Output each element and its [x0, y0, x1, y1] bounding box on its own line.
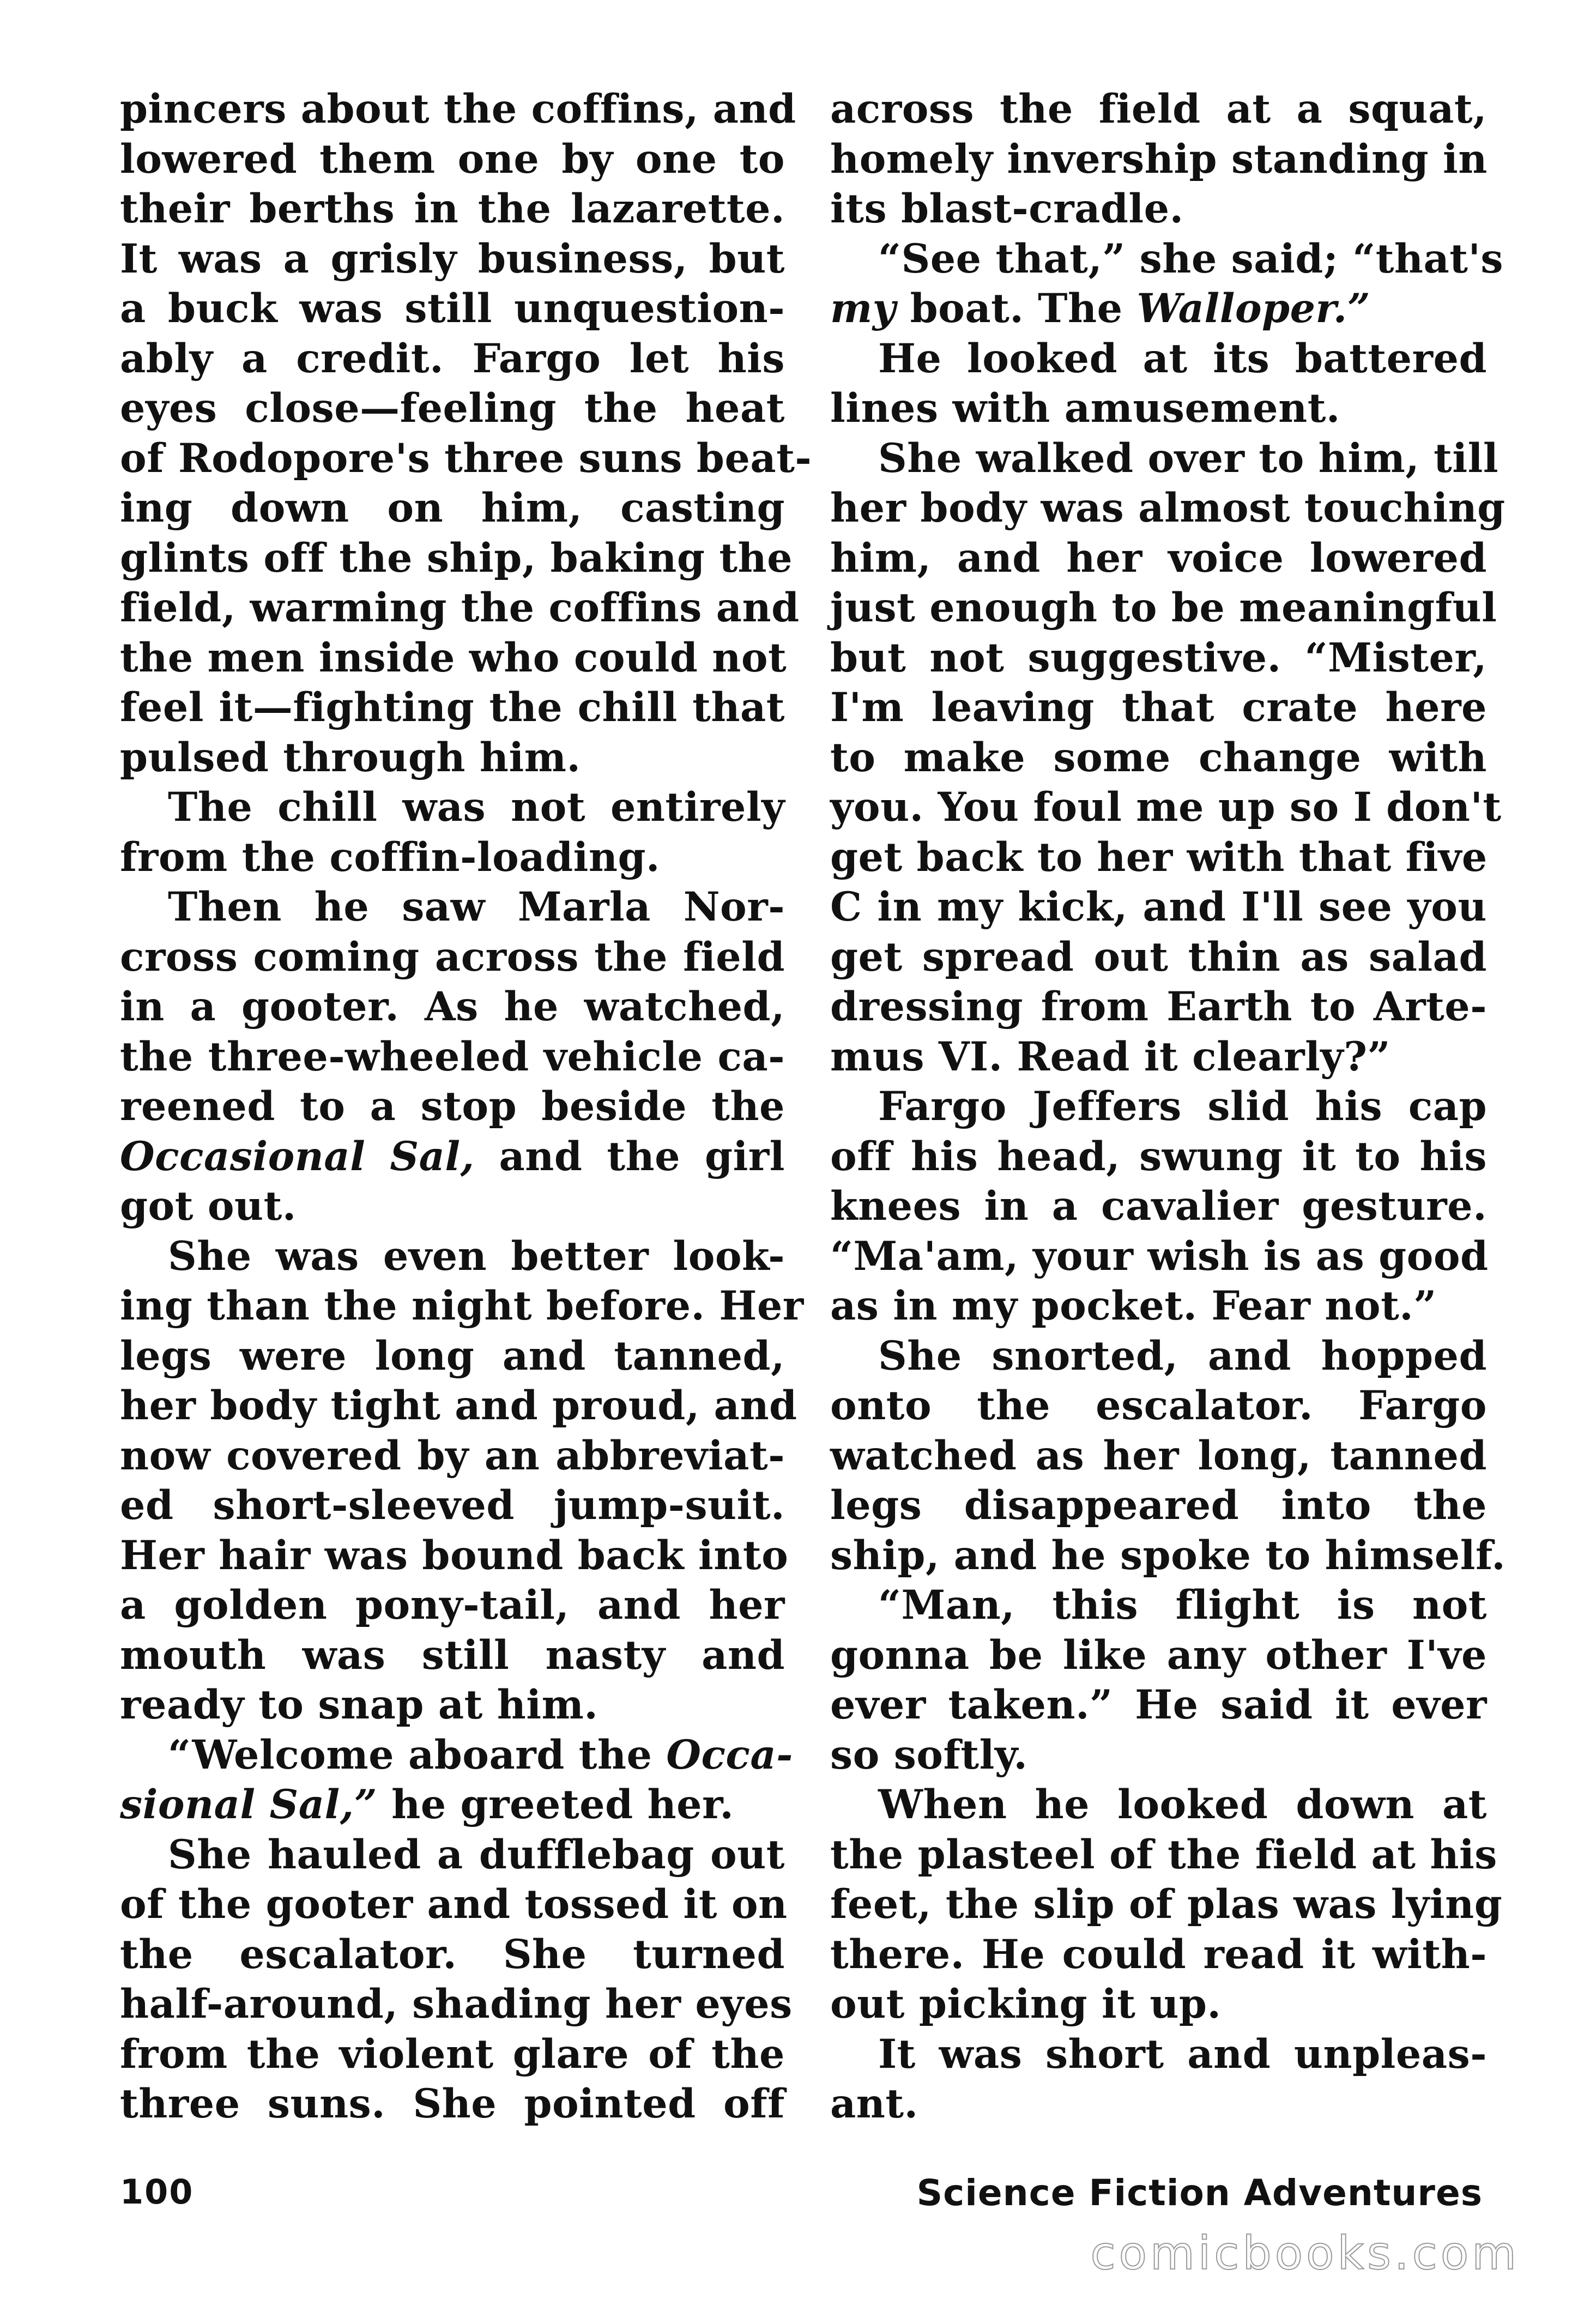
- text-line: from the violent glare of the: [120, 2030, 785, 2078]
- text-line: so softly.: [830, 1731, 1028, 1778]
- text-line: across the field at a squat,: [830, 86, 1487, 132]
- text-line: feel it—fighting the chill that: [120, 684, 785, 731]
- text-line: the escalator. She turned: [120, 1930, 785, 1978]
- text-line: you. You foul me up so I don't: [830, 784, 1502, 831]
- text-line: [120, 1780, 785, 1830]
- text-line: out picking it up.: [830, 1981, 1222, 2027]
- italic-text: sional Sal,”: [120, 1781, 378, 1828]
- text-line: pincers about the coffins, and: [120, 86, 796, 132]
- text-line: ing than the night before. Her: [120, 1282, 804, 1329]
- text-line: now covered by an abbreviat-: [120, 1432, 785, 1479]
- text-line: mus VI. Read it clearly?”: [830, 1033, 1391, 1080]
- text-line: field, warming the coffins and: [120, 584, 800, 631]
- text-line: in a gooter. As he watched,: [120, 983, 785, 1030]
- text-line: [120, 1730, 793, 1781]
- text-line: there. He could read it with-: [830, 1930, 1487, 1978]
- text-line: the men inside who could not: [120, 634, 787, 681]
- text-line: It was short and unpleas-: [878, 2030, 1487, 2078]
- text-line: Then he saw Marla Nor-: [168, 883, 785, 930]
- italic-text: my: [830, 285, 896, 332]
- text-line: glints off the ship, baking the: [120, 534, 793, 582]
- text-run: he greeted her.: [377, 1781, 734, 1828]
- text-line: a golden pony-tail, and her: [120, 1582, 785, 1629]
- text-line: knees in a cavalier gesture.: [830, 1183, 1487, 1230]
- text-line: cross coming across the field: [120, 933, 785, 980]
- text-run: and the girl: [474, 1133, 785, 1180]
- text-line: It was a grisly business, but: [120, 235, 785, 282]
- text-line: reened to a stop beside the: [120, 1083, 785, 1130]
- text-line: legs disappeared into the: [830, 1482, 1487, 1529]
- text-run: “Welcome aboard the: [168, 1731, 667, 1778]
- text-line: ing down on him, casting: [120, 485, 785, 531]
- text-line: She hauled a dufflebag out: [168, 1831, 785, 1878]
- running-title: Science Fiction Adventures: [916, 2172, 1483, 2214]
- text-line: “Man, this flight is not: [878, 1582, 1487, 1629]
- text-line: of the gooter and tossed it on: [120, 1881, 788, 1928]
- text-line: I'm leaving that crate here: [830, 684, 1487, 731]
- text-line: got out.: [120, 1183, 297, 1230]
- text-line: get back to her with that five: [830, 833, 1488, 881]
- text-line: lowered them one by one to: [120, 135, 785, 183]
- text-line: of Rodopore's three suns beat-: [120, 434, 812, 482]
- text-line: as in my pocket. Fear not.”: [830, 1282, 1437, 1329]
- text-line: watched as her long, tanned: [830, 1432, 1487, 1479]
- text-line: “See that,” she said; “that's: [878, 235, 1503, 282]
- text-line: Fargo Jeffers slid his cap: [878, 1083, 1487, 1130]
- italic-text: Occa-: [666, 1731, 793, 1778]
- text-line: She walked over to him, till: [878, 434, 1499, 482]
- text-line: When he looked down at: [878, 1781, 1487, 1828]
- text-line: homely invership standing in: [830, 135, 1488, 183]
- text-line: She was even better look-: [168, 1232, 785, 1280]
- text-line: her body was almost touching: [830, 485, 1506, 531]
- text-line: to make some change with: [830, 734, 1487, 781]
- text-line: dressing from Earth to Arte-: [830, 983, 1487, 1030]
- text-line: ready to snap at him.: [120, 1681, 598, 1728]
- text-line: just enough to be meaningful: [830, 584, 1497, 631]
- text-line: but not suggestive. “Mister,: [830, 634, 1487, 681]
- text-line: him, and her voice lowered: [830, 534, 1487, 582]
- text-line: legs were long and tanned,: [120, 1332, 785, 1379]
- text-line: [830, 284, 1487, 334]
- italic-text: Walloper.”: [1136, 285, 1371, 332]
- text-line: “Ma'am, your wish is as good: [830, 1232, 1489, 1280]
- text-line: pulsed through him.: [120, 734, 581, 781]
- text-line: The chill was not entirely: [168, 784, 785, 831]
- text-line: ship, and he spoke to himself.: [830, 1532, 1506, 1579]
- text-line: get spread out thin as salad: [830, 933, 1487, 980]
- text-line: from the coffin-loading.: [120, 833, 660, 881]
- left-text-column: [120, 84, 812, 2129]
- text-line: its blast-cradle.: [830, 185, 1184, 232]
- page-number: 100: [120, 2172, 194, 2212]
- text-line: half-around, shading her eyes: [120, 1981, 793, 2027]
- text-line: her body tight and proud, and: [120, 1382, 797, 1429]
- text-line: eyes close—feeling the heat: [120, 385, 785, 432]
- text-line: gonna be like any other I've: [830, 1631, 1487, 1679]
- text-line: He looked at its battered: [878, 335, 1487, 382]
- text-line: the plasteel of the field at his: [830, 1831, 1497, 1878]
- text-line: ably a credit. Fargo let his: [120, 335, 785, 382]
- text-line: C in my kick, and I'll see you: [830, 883, 1487, 930]
- text-line: ant.: [830, 2080, 918, 2127]
- text-line: onto the escalator. Fargo: [830, 1382, 1487, 1429]
- text-line: a buck was still unquestion-: [120, 285, 785, 332]
- text-line: lines with amusement.: [830, 385, 1340, 432]
- text-line: three suns. She pointed off: [120, 2080, 785, 2127]
- text-run: boat. The: [896, 285, 1137, 332]
- text-line: [120, 1132, 785, 1182]
- text-line: the three-wheeled vehicle ca-: [120, 1033, 785, 1080]
- text-line: feet, the slip of plas was lying: [830, 1881, 1503, 1928]
- text-line: their berths in the lazarette.: [120, 185, 785, 232]
- text-line: off his head, swung it to his: [830, 1133, 1487, 1180]
- italic-text: Occasional Sal,: [120, 1133, 475, 1180]
- watermark: comicbooks.com: [1090, 2226, 1520, 2280]
- text-line: Her hair was bound back into: [120, 1532, 789, 1579]
- text-line: She snorted, and hopped: [878, 1332, 1487, 1379]
- right-text-column: [830, 84, 1506, 2129]
- text-line: ed short-sleeved jump-suit.: [120, 1482, 785, 1529]
- text-line: ever taken.” He said it ever: [830, 1681, 1487, 1728]
- text-line: mouth was still nasty and: [120, 1631, 785, 1679]
